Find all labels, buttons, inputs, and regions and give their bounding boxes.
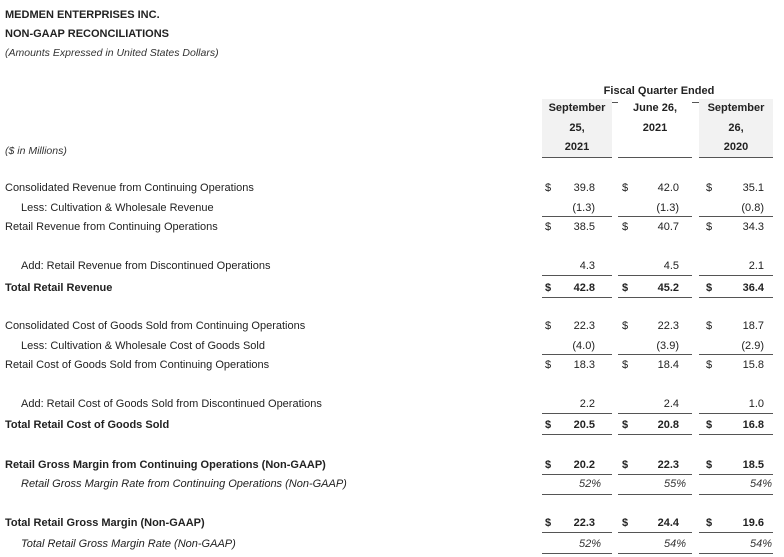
value-cell (706, 258, 764, 274)
value-cell (706, 318, 764, 334)
cell-value: 18.5 (742, 459, 764, 471)
value-cell (706, 417, 764, 433)
table-row (0, 357, 784, 373)
row-label: Consolidated Revenue from Continuing Operations (5, 182, 254, 194)
subtotal-rule (618, 275, 692, 276)
table-row (0, 258, 784, 274)
column-header-line: June 26, (632, 102, 678, 114)
cell-value: 20.8 (657, 419, 679, 431)
total-rule (699, 297, 773, 298)
cell-value: 22.3 (657, 459, 679, 471)
table-row (0, 318, 784, 334)
dollar-sign: $ (706, 359, 713, 371)
subtotal-rule (618, 474, 692, 475)
cell-value: 42.0 (657, 182, 679, 194)
dollar-sign: $ (706, 459, 713, 471)
cell-value: (1.3) (572, 202, 595, 214)
subtotal-rule (542, 532, 612, 533)
value-cell (622, 318, 679, 334)
row-label: Consolidated Cost of Goods Sold from Continuing Operations (5, 320, 306, 332)
value-cell (545, 515, 595, 531)
value-cell (622, 457, 679, 473)
value-cell (706, 180, 764, 196)
subtotal-rule (542, 354, 612, 355)
dollar-sign: $ (622, 359, 629, 371)
subtotal-rule (699, 413, 773, 414)
cell-value: 42.8 (573, 282, 595, 294)
cell-value: 40.7 (657, 221, 679, 233)
cell-value: 38.5 (573, 221, 595, 233)
dollar-sign: $ (545, 320, 552, 332)
row-label: Total Retail Gross Margin Rate (Non-GAAP) (21, 538, 236, 550)
value-cell (622, 180, 679, 196)
subtotal-rule (699, 474, 773, 475)
cell-value: 15.8 (742, 359, 764, 371)
dollar-sign: $ (622, 182, 629, 194)
cell-value: 18.3 (573, 359, 595, 371)
value-cell (706, 338, 764, 354)
cell-value: 20.2 (573, 459, 595, 471)
value-cell (545, 417, 595, 433)
column-header-line: 2021 (642, 121, 668, 134)
row-label: Add: Retail Cost of Goods Sold from Discontinued Operations (21, 398, 322, 410)
value-cell (706, 280, 764, 296)
subtotal-rule (699, 275, 773, 276)
subtotal-rule (618, 216, 692, 217)
cell-value: 36.4 (742, 282, 764, 294)
dollar-sign: $ (706, 320, 713, 332)
row-label: Retail Revenue from Continuing Operations (5, 221, 218, 233)
value-cell (706, 457, 764, 473)
dollar-sign: $ (706, 517, 713, 529)
column-header-sep-2021 (542, 99, 612, 158)
total-rule (699, 434, 773, 435)
row-label: Retail Gross Margin Rate from Continuing Operations (Non-GAAP) (21, 478, 347, 490)
subtotal-rule (618, 532, 692, 533)
column-header-line: September (548, 102, 606, 114)
table-row (0, 457, 784, 473)
rate-value: 54% (749, 478, 772, 490)
dollar-sign: $ (622, 517, 629, 529)
subtotal-rule (542, 474, 612, 475)
dollar-sign: $ (706, 419, 713, 431)
rate-rule (542, 494, 612, 495)
rate-rule (618, 553, 692, 554)
column-header-line: September (707, 102, 765, 114)
table-row (0, 476, 784, 492)
cell-value: 19.6 (742, 517, 764, 529)
table-row (0, 338, 784, 354)
dollar-sign: $ (545, 282, 552, 294)
cell-value: (2.9) (741, 340, 764, 352)
report-title: NON-GAAP RECONCILIATIONS (5, 28, 169, 40)
table-row (0, 396, 784, 412)
rate-rule (542, 553, 612, 554)
rate-rule (699, 553, 773, 554)
cell-value: 45.2 (657, 282, 679, 294)
dollar-sign: $ (706, 282, 713, 294)
value-cell (622, 200, 679, 216)
table-row (0, 180, 784, 196)
column-header-line: 26, (728, 121, 744, 134)
row-label: Total Retail Revenue (5, 282, 113, 294)
company-name: MEDMEN ENTERPRISES INC. (5, 9, 160, 21)
rate-value: 55% (663, 478, 686, 490)
value-cell (545, 357, 595, 373)
cell-value: 4.3 (579, 260, 595, 272)
table-row (0, 536, 784, 552)
value-cell (706, 396, 764, 412)
value-cell (545, 338, 595, 354)
cell-value: 2.4 (663, 398, 679, 410)
subtotal-rule (542, 413, 612, 414)
value-cell (545, 457, 595, 473)
subtotal-rule (699, 532, 773, 533)
cell-value: 22.3 (573, 320, 595, 332)
value-cell (706, 357, 764, 373)
dollar-sign: $ (706, 182, 713, 194)
value-cell (622, 417, 679, 433)
cell-value: 24.4 (657, 517, 679, 529)
row-label: Less: Cultivation & Wholesale Cost of Goods Sold (21, 340, 265, 352)
value-cell (622, 280, 679, 296)
cell-value: 18.7 (742, 320, 764, 332)
cell-value: 39.8 (573, 182, 595, 194)
value-cell (545, 318, 595, 334)
dollar-sign: $ (545, 182, 552, 194)
total-rule (542, 434, 612, 435)
value-cell (706, 515, 764, 531)
value-cell (622, 515, 679, 531)
row-label: Total Retail Cost of Goods Sold (5, 419, 170, 431)
subtotal-rule (699, 354, 773, 355)
table-row (0, 219, 784, 235)
value-cell (622, 357, 679, 373)
cell-value: 18.4 (657, 359, 679, 371)
cell-value: 2.1 (748, 260, 764, 272)
period-group-header: Fiscal Quarter Ended (545, 85, 773, 103)
subtotal-rule (542, 275, 612, 276)
row-label: Add: Retail Revenue from Discontinued Operations (21, 260, 271, 272)
dollar-sign: $ (545, 459, 552, 471)
table-row (0, 515, 784, 531)
row-label: Retail Gross Margin from Continuing Operations (Non-GAAP) (5, 459, 326, 471)
dollar-sign: $ (706, 221, 713, 233)
cell-value: 34.3 (742, 221, 764, 233)
total-rule (618, 297, 692, 298)
value-cell (545, 180, 595, 196)
dollar-sign: $ (622, 320, 629, 332)
total-rule (618, 434, 692, 435)
column-header-jun-2021 (618, 99, 692, 158)
cell-value: (1.3) (656, 202, 679, 214)
value-cell (622, 396, 679, 412)
dollar-sign: $ (545, 517, 552, 529)
value-cell (622, 258, 679, 274)
cell-value: 16.8 (742, 419, 764, 431)
cell-value: (4.0) (572, 340, 595, 352)
value-cell (545, 280, 595, 296)
cell-value: (3.9) (656, 340, 679, 352)
rate-value: 54% (749, 538, 772, 550)
cell-value: (0.8) (741, 202, 764, 214)
table-row (0, 200, 784, 216)
row-label: Total Retail Gross Margin (Non-GAAP) (5, 517, 205, 529)
value-cell (545, 396, 595, 412)
table-row (0, 417, 784, 433)
dollar-sign: $ (545, 419, 552, 431)
cell-value: 35.1 (742, 182, 764, 194)
column-header-sep-2020 (699, 99, 773, 158)
dollar-sign: $ (622, 221, 629, 233)
rate-value: 52% (578, 538, 601, 550)
cell-value: 22.3 (573, 517, 595, 529)
table-row (0, 280, 784, 296)
dollar-sign: $ (622, 459, 629, 471)
cell-value: 2.2 (579, 398, 595, 410)
column-header-line: 2021 (564, 141, 590, 153)
subtotal-rule (542, 216, 612, 217)
row-label: Retail Cost of Goods Sold from Continuing Operations (5, 359, 270, 371)
value-cell (545, 200, 595, 216)
dollar-sign: $ (545, 359, 552, 371)
subtotal-rule (699, 216, 773, 217)
total-rule (542, 297, 612, 298)
rate-value: 52% (578, 478, 601, 490)
amounts-note: (Amounts Expressed in United States Dollars) (5, 47, 219, 59)
column-header-line: 25, (569, 121, 585, 134)
value-cell (622, 219, 679, 235)
cell-value: 20.5 (573, 419, 595, 431)
subtotal-rule (618, 354, 692, 355)
dollar-sign: $ (622, 419, 629, 431)
subtotal-rule (618, 413, 692, 414)
row-label: Less: Cultivation & Wholesale Revenue (21, 202, 214, 214)
rate-rule (618, 494, 692, 495)
rate-value: 54% (663, 538, 686, 550)
cell-value: 22.3 (657, 320, 679, 332)
column-header-line: 2020 (723, 141, 749, 153)
value-cell (622, 338, 679, 354)
value-cell (545, 219, 595, 235)
cell-value: 1.0 (748, 398, 764, 410)
dollar-sign: $ (622, 282, 629, 294)
cell-value: 4.5 (663, 260, 679, 272)
rate-rule (699, 494, 773, 495)
value-cell (706, 200, 764, 216)
value-cell (706, 219, 764, 235)
dollar-sign: $ (545, 221, 552, 233)
units-label: ($ in Millions) (5, 145, 67, 157)
value-cell (545, 258, 595, 274)
